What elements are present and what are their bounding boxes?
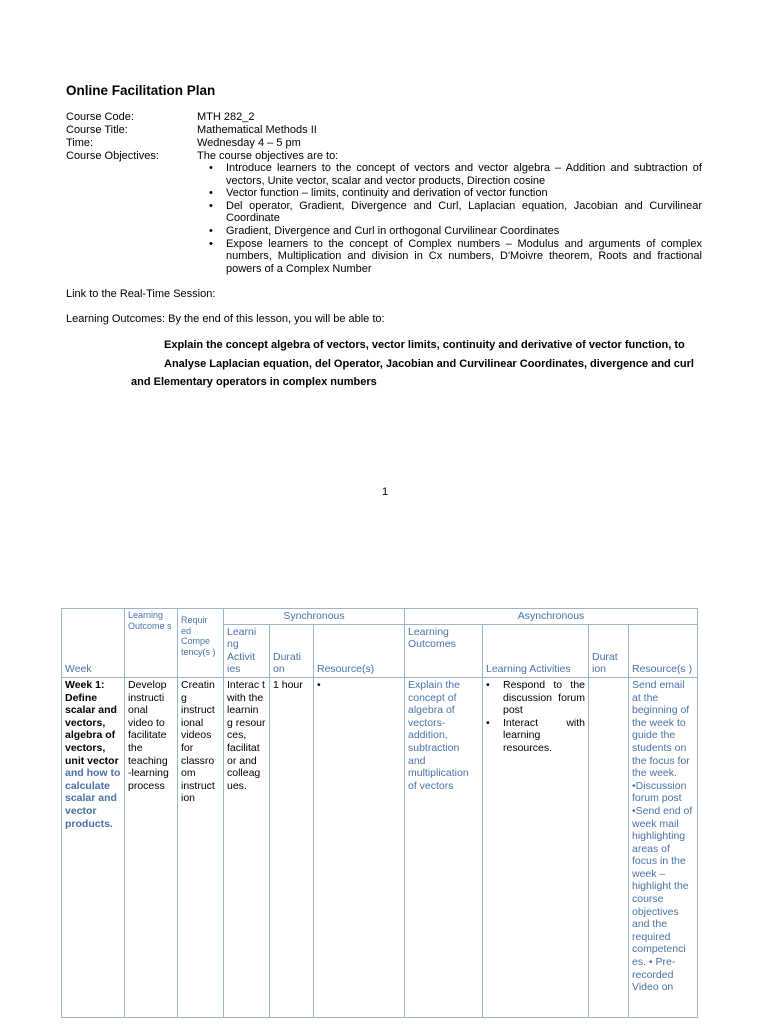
- required-competency-header: Requir ed Compe tency(s ): [178, 609, 224, 678]
- objectives-list: [209, 162, 702, 275]
- async-learning-activities-header: Learning Activities: [483, 624, 589, 677]
- week-subtitle: and how to calculate scalar and vector products.: [65, 767, 121, 830]
- objective-item: • Gradient, Divergence and Curl in orthogonal Curvilinear Coordinates: [209, 225, 702, 238]
- asynchronous-header: Asynchronous: [405, 609, 698, 625]
- page-number: 1: [381, 486, 389, 498]
- course-objectives-intro: The course objectives are to:: [197, 150, 339, 162]
- sync-duration-header: Durati on: [270, 624, 314, 677]
- week-header: Week: [62, 609, 125, 678]
- sync-duration-cell: 1 hour: [270, 677, 314, 1017]
- synchronous-header: Synchronous: [224, 609, 405, 625]
- async-activities-list: [486, 679, 585, 755]
- document-title: Online Facilitation Plan: [66, 83, 216, 98]
- objective-item: • Introduce learners to the concept of vectors and vector algebra – Addition and subtraction of vectors, Unite vector, scalar and vector products, Direction cosine: [209, 162, 702, 187]
- table-row: [62, 677, 698, 1017]
- course-objectives-label: Course Objectives:: [66, 150, 159, 162]
- learning-outcome-1: Explain the concept algebra of vectors, vector limits, continuity and derivative of vector function, to: [164, 339, 685, 351]
- list-item: • Respond to the discussion forum post: [486, 679, 585, 717]
- facilitation-plan-table: [61, 608, 698, 1018]
- objective-item: • Del operator, Gradient, Divergence and Curl, Laplacian equation, Jacobian and Curvilinear Coordinate: [209, 200, 702, 225]
- async-outcome-cell: Explain the concept of algebra of vectors- addition, subtraction and multiplication of vectors: [405, 677, 483, 1017]
- async-duration-cell: [589, 677, 629, 1017]
- time-label: Time:: [66, 137, 94, 149]
- realtime-session-link-label: Link to the Real-Time Session:: [66, 288, 216, 300]
- sync-learning-activities-header: Learni ng Activit ies: [224, 624, 270, 677]
- async-duration-header: Durat ion: [589, 624, 629, 677]
- course-code-label: Course Code:: [66, 111, 134, 123]
- competency-cell: Creatin g instruct ional videos for classro om instruct ion: [178, 677, 224, 1017]
- course-title-label: Course Title:: [66, 124, 128, 136]
- learning-outcome-3: and Elementary operators in complex numbers: [131, 376, 377, 388]
- course-title-value: Mathematical Methods II: [197, 124, 317, 136]
- async-resources-header: Resource(s ): [629, 624, 698, 677]
- sync-resources-header: Resource(s): [314, 624, 405, 677]
- sync-resources-cell: [314, 677, 405, 1017]
- learning-outcome-2: Analyse Laplacian equation, del Operator, Jacobian and Curvilinear Coordinates, divergence and curl: [164, 358, 694, 370]
- week-cell: [62, 677, 125, 1017]
- list-item: • Interact with learning resources.: [486, 717, 585, 755]
- objective-item: • Vector function – limits, continuity and derivation of vector function: [209, 187, 702, 200]
- async-learning-outcomes-header: Learning Outcomes: [405, 624, 483, 677]
- objective-item: • Expose learners to the concept of Complex numbers – Modulus and arguments of complex numbers, Multiplication and division in Cx numbers, D'Moivre theorem, Roots and fractional powers of a Complex Number: [209, 238, 702, 276]
- week-title: Week 1: Define scalar and vectors, algebra of vectors, unit vector: [65, 678, 119, 767]
- course-code-value: MTH 282_2: [197, 111, 255, 123]
- time-value: Wednesday 4 – 5 pm: [197, 137, 301, 149]
- learning-outcomes-header: Learning Outcome s: [125, 609, 178, 678]
- async-activities-cell: [483, 677, 589, 1017]
- async-resources-cell: Send email at the beginning of the week to guide the students on the focus for the week. •Discussion forum post •Send end of week mail highlighting areas of focus in the week – highlight the course objectives and the required competenci es. • Pre-recorded Video on: [629, 677, 698, 1017]
- sync-activities-cell: Interac t with the learnin g resour ces, facilitat or and colleag ues.: [224, 677, 270, 1017]
- learning-outcome-cell: Develop instructi onal video to facilitate the teaching -learning process: [125, 677, 178, 1017]
- learning-outcomes-intro: Learning Outcomes: By the end of this lesson, you will be able to:: [66, 313, 385, 325]
